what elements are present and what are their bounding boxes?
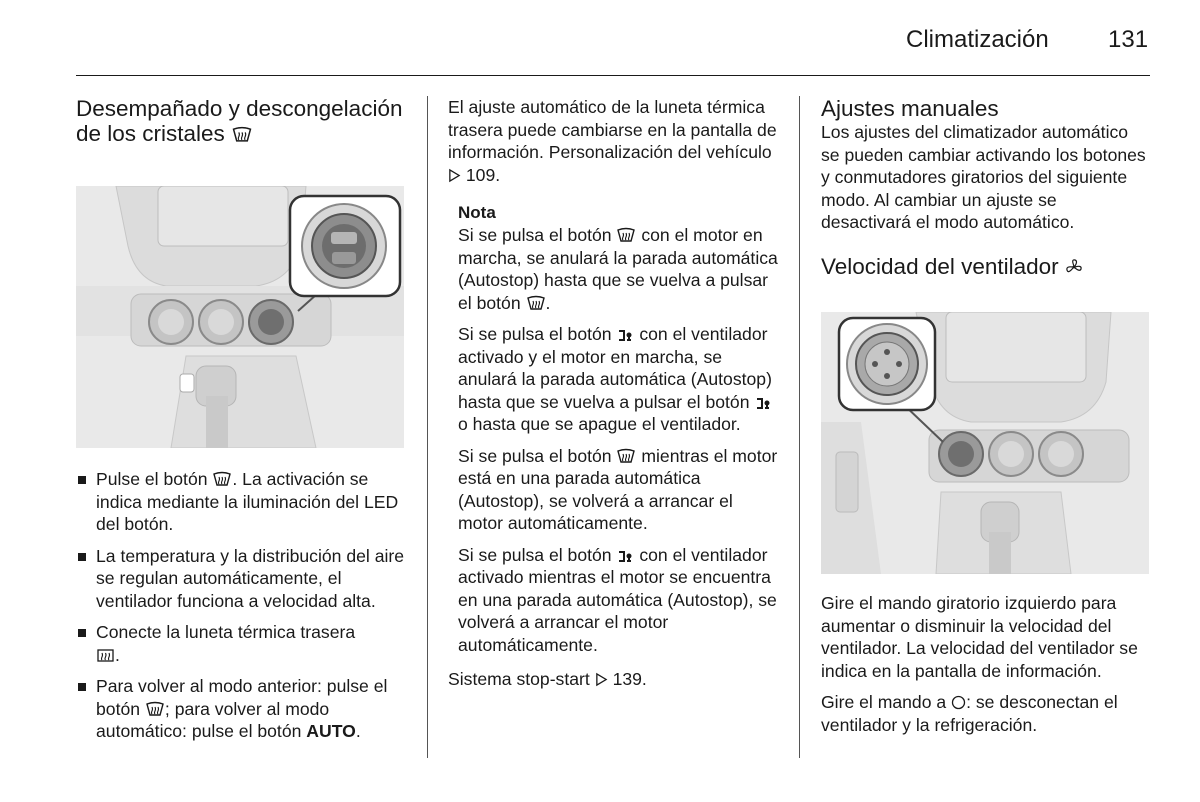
column-defrost — [76, 96, 406, 146]
note-block — [448, 202, 778, 656]
note-heading: Nota — [458, 203, 496, 222]
page-ref-link[interactable]: 109. — [465, 164, 501, 185]
fan-icon — [1065, 258, 1083, 276]
ac-icon — [754, 393, 772, 410]
console-defrost-illustration — [76, 186, 404, 448]
page-ref-link[interactable]: 139. — [612, 669, 647, 689]
page-ref-arrow-icon — [448, 168, 461, 183]
defrost-steps — [76, 468, 406, 743]
manual-paragraph: Los ajustes del climatizador automático se pueden cambiar activando los botones y conmutadores giratorios del siguiente modo. Al cambiar un ajuste se desactivará el modo automático. — [821, 122, 1146, 232]
windscreen-defrost-icon — [616, 226, 636, 243]
console-fan-illustration — [821, 312, 1149, 574]
page-section-title: Climatización — [906, 26, 1049, 53]
note-paragraph: Si se pulsa el botón con el motor en marcha, se anulará la parada automática (Autostop) hasta que se vuelva a pulsar el botón . — [458, 225, 778, 313]
list-item: Conecte la luneta térmica trasera . — [76, 621, 406, 666]
note-paragraph: Si se pulsa el botón con el ventilador activado mientras el motor se encuentra en una parada automática (Autostop), se volverá a arrancar el motor automáticamente. — [458, 544, 777, 655]
note-paragraph: Si se pulsa el botón con el ventilador activado y el motor en marcha, se anulará la parada automática (Autostop) hasta que se vuelva a pulsar el botón o hasta que se apague el ventilador. — [458, 324, 772, 434]
off-circle-icon — [951, 695, 966, 710]
windscreen-defrost-icon — [526, 294, 546, 311]
list-item: Pulse el botón . La activación se indica mediante la iluminación del LED del botón. — [76, 468, 406, 536]
cross-reference: Sistema stop-start 139. — [448, 669, 647, 689]
fan-off-paragraph: Gire el mando a : se desconectan el ventilador y la refrigeración. — [821, 692, 1118, 735]
ac-icon — [616, 546, 634, 563]
windscreen-defrost-icon — [145, 700, 165, 717]
section-heading-manual: Ajustes manuales — [821, 96, 999, 121]
windscreen-defrost-icon — [231, 125, 253, 143]
column-divider-2 — [799, 96, 800, 758]
list-item: La temperatura y la distribución del aire se regulan automáticamente, el ventilador funciona a velocidad alta. — [76, 545, 406, 613]
page-ref-arrow-icon — [595, 672, 608, 687]
section-heading-defrost — [76, 96, 406, 146]
column-manual-settings — [821, 96, 1151, 279]
windscreen-defrost-icon — [616, 447, 636, 464]
fan-paragraph: Gire el mando giratorio izquierdo para aumentar o disminuir la velocidad del ventilador. La velocidad del ventilador se indica en la pantalla de información. — [821, 593, 1138, 681]
column-divider-1 — [427, 96, 428, 758]
header-divider — [76, 75, 1150, 76]
intro-paragraph: El ajuste automático de la luneta térmica trasera puede cambiarse en la pantalla de información. Personalización del vehículo 109. — [448, 97, 777, 185]
note-paragraph: Si se pulsa el botón mientras el motor está en una parada automática (Autostop), se volverá a arrancar el motor automáticamente. — [458, 445, 778, 533]
section-heading-fan-speed: Velocidad del ventilador — [821, 254, 1151, 279]
rear-window-heat-icon — [96, 647, 115, 663]
fan-speed-text — [821, 592, 1151, 736]
column-notes — [448, 96, 778, 691]
windscreen-defrost-icon — [212, 470, 232, 487]
list-item: Para volver al modo anterior: pulse el botón ; para volver al modo automático: pulse el botón AUTO. — [76, 675, 406, 743]
heading-text: Desempañado y descongelación de los cristales — [76, 96, 403, 146]
ac-icon — [616, 325, 634, 342]
page-number: 131 — [1108, 26, 1149, 53]
